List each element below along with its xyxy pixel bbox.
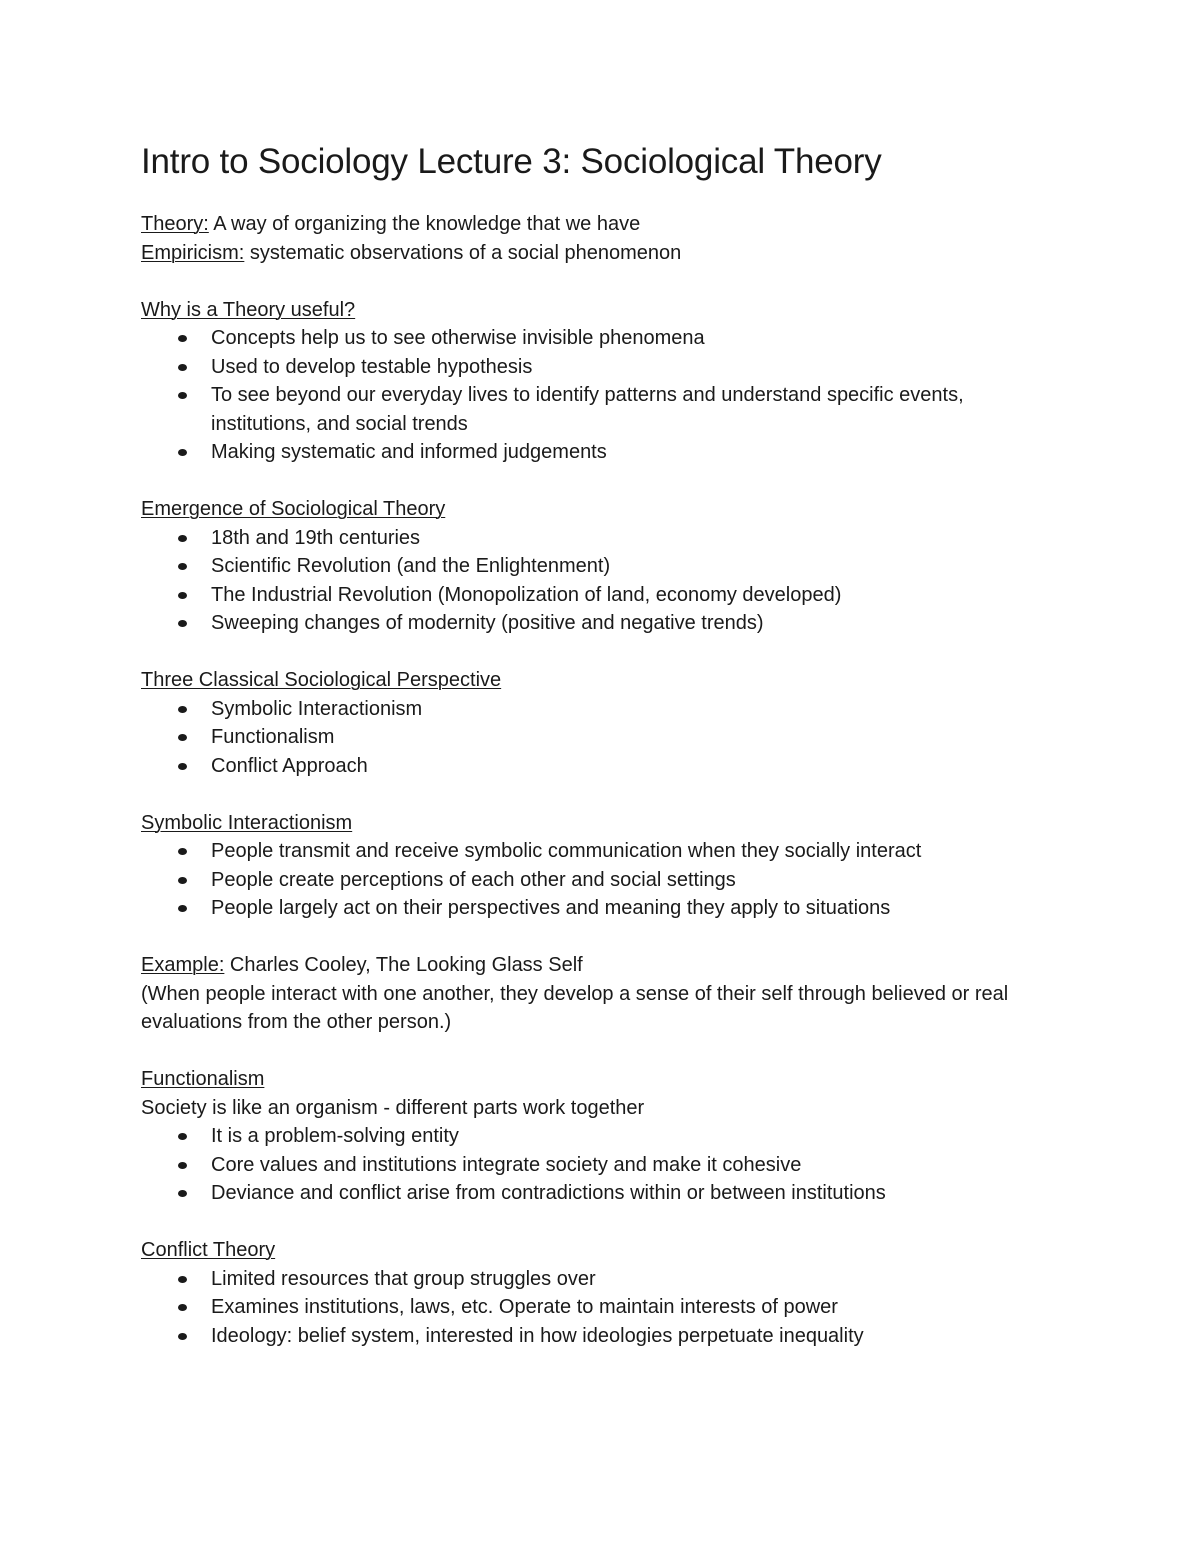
bullet-icon: [178, 1190, 187, 1197]
definition-theory: [141, 210, 1061, 239]
list-item: [211, 609, 1061, 638]
document-page: [141, 140, 1061, 1350]
list-item: [211, 1322, 1061, 1351]
list-item: [211, 1122, 1061, 1151]
bullet-icon: [178, 592, 187, 599]
why-useful-list: [141, 324, 1061, 467]
example-note: (When people interact with one another, they develop a sense of their self through believed or real evaluations from the other person.): [141, 982, 1009, 1033]
bullet-icon: [178, 449, 187, 456]
list-item-text: Ideology: belief system, interested in how ideologies perpetuate inequality: [211, 1324, 864, 1347]
bullet-icon: [178, 535, 187, 542]
list-item-text: Core values and institutions integrate society and make it cohesive: [211, 1153, 802, 1176]
list-item-text: Concepts help us to see otherwise invisible phenomena: [211, 327, 705, 349]
list-item: [211, 438, 1061, 467]
bullet-icon: [178, 848, 187, 855]
heading-text: Symbolic Interactionism: [141, 811, 353, 834]
heading-text: Three Classical Sociological Perspective: [141, 669, 502, 691]
heading-text: Emergence of Sociological Theory: [141, 498, 446, 520]
definition-term: Empiricism:: [141, 241, 245, 264]
heading-text: Conflict Theory: [141, 1239, 276, 1261]
bullet-icon: [178, 877, 187, 884]
definition-text: systematic observations of a social phenomenon: [244, 241, 682, 264]
conflict-theory-list: [141, 1265, 1061, 1351]
example-line: [141, 951, 1061, 980]
bullet-icon: [178, 620, 187, 627]
bullet-icon: [178, 364, 187, 371]
three-perspectives-list: [141, 695, 1061, 781]
list-item: [211, 552, 1061, 581]
bullet-icon: [178, 706, 187, 713]
definition-text: A way of organizing the knowledge that we have: [208, 213, 641, 235]
list-item-text: Limited resources that group struggles over: [211, 1267, 596, 1290]
list-item-text: Used to develop testable hypothesis: [211, 355, 533, 378]
section-heading-conflict-theory: [141, 1236, 1061, 1265]
functionalism-intro: Society is like an organism - different parts work together: [141, 1096, 645, 1119]
spacer: [141, 923, 1061, 952]
list-item: [211, 695, 1061, 724]
list-item-text: People create perceptions of each other and social settings: [211, 868, 736, 891]
symbolic-interactionism-list: [141, 837, 1061, 923]
emergence-list: [141, 524, 1061, 638]
definition-empiricism: [141, 239, 1061, 268]
spacer: [141, 780, 1061, 809]
example-text: Charles Cooley, The Looking Glass Self: [224, 954, 583, 976]
section-heading-symbolic-interactionism: [141, 809, 1061, 838]
spacer: [141, 1037, 1061, 1066]
bullet-icon: [178, 563, 187, 570]
list-item-text: To see beyond our everyday lives to identify patterns and understand specific events, institutions, and social trends: [211, 384, 964, 435]
bullet-icon: [178, 392, 187, 399]
heading-text: Why is a Theory useful?: [141, 298, 356, 321]
definition-term: Theory:: [141, 213, 209, 235]
list-item-text: It is a problem-solving entity: [211, 1125, 459, 1147]
bullet-icon: [178, 335, 187, 342]
list-item: [211, 353, 1061, 382]
list-item: [211, 837, 1061, 866]
list-item: [211, 723, 1061, 752]
section-heading-why-useful: [141, 296, 1061, 325]
heading-text: Functionalism: [141, 1068, 265, 1090]
bullet-icon: [178, 905, 187, 912]
list-item-text: The Industrial Revolution (Monopolization of land, economy developed): [211, 583, 842, 606]
list-item-text: People transmit and receive symbolic communication when they socially interact: [211, 840, 922, 862]
list-item: [211, 752, 1061, 781]
list-item: [211, 524, 1061, 553]
list-item-text: Making systematic and informed judgements: [211, 441, 607, 463]
bullet-icon: [178, 1133, 187, 1140]
list-item-text: Symbolic Interactionism: [211, 697, 423, 720]
section-heading-three-perspectives: [141, 666, 1061, 695]
list-item-text: Functionalism: [211, 726, 335, 748]
list-item: [211, 1179, 1061, 1208]
list-item: [211, 381, 1061, 438]
bullet-icon: [178, 1333, 187, 1340]
list-item-text: Deviance and conflict arise from contradictions within or between institutions: [211, 1182, 886, 1204]
bullet-icon: [178, 763, 187, 770]
bullet-icon: [178, 1304, 187, 1311]
spacer: [141, 638, 1061, 667]
list-item-text: Examines institutions, laws, etc. Operate to maintain interests of power: [211, 1296, 838, 1318]
list-item-text: Conflict Approach: [211, 754, 368, 777]
list-item: [211, 1265, 1061, 1294]
spacer: [141, 1208, 1061, 1237]
section-heading-functionalism: [141, 1065, 1061, 1094]
list-item: [211, 866, 1061, 895]
spacer: [141, 267, 1061, 296]
functionalism-list: [141, 1122, 1061, 1208]
bullet-icon: [178, 734, 187, 741]
spacer: [141, 467, 1061, 496]
list-item: [211, 581, 1061, 610]
section-heading-emergence: [141, 495, 1061, 524]
list-item-text: 18th and 19th centuries: [211, 526, 421, 549]
example-term: Example:: [141, 954, 225, 976]
list-item: [211, 1151, 1061, 1180]
list-item: [211, 1293, 1061, 1322]
list-item: [211, 324, 1061, 353]
list-item-text: Scientific Revolution (and the Enlightenment): [211, 555, 611, 577]
list-item: [211, 894, 1061, 923]
bullet-icon: [178, 1276, 187, 1283]
document-title: Intro to Sociology Lecture 3: Sociological Theory: [141, 142, 882, 181]
list-item-text: People largely act on their perspectives and meaning they apply to situations: [211, 897, 891, 919]
list-item-text: Sweeping changes of modernity (positive and negative trends): [211, 612, 764, 634]
bullet-icon: [178, 1162, 187, 1169]
